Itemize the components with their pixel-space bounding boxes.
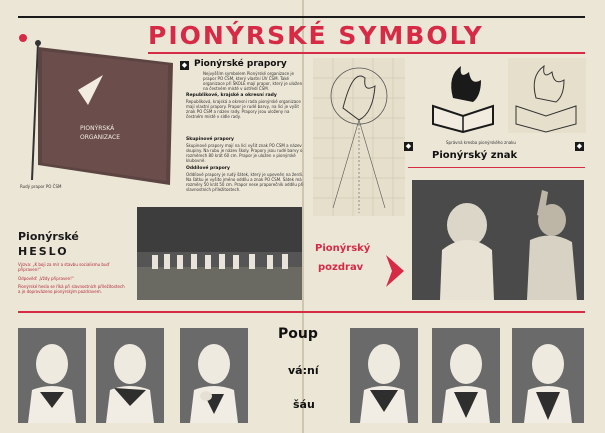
scarf-photo-4 [350, 328, 418, 423]
emblem-construction-drawing [313, 58, 405, 216]
article-intro: Nejvyšším symbolem Pionýrské organizace je prapor PO ČSM, který vlastní ÚV ČSM. Také organizace při ŠKOLE mají prapor, který je uložen na čestném místě v ústředí ČSM. [203, 71, 303, 91]
sequence-word-2: vá:ní [288, 364, 319, 377]
book-flame-icon [425, 58, 503, 133]
square-marker-icon-3: ◆ [576, 142, 583, 150]
title-underline [148, 52, 585, 54]
heslo-heading-1: Pionýrské [18, 230, 79, 243]
salute-photo [412, 180, 584, 300]
section-heading-1: Republikové, krajské a okresní rady [186, 93, 277, 98]
heslo-line-3: Pionýrské heslo se říká při slavnostních příležitostech a je doprovázeno pionýrským pozdravem. [18, 284, 125, 294]
pozdrav-heading-2: pozdrav [318, 262, 364, 273]
section-text-2: Skupinové prapory mají na líci vyšit znak PO ČSM a název skupiny. Na rubu je název školy. Prapory jsou rudé barvy o rozměrech 80 krát 60 cm. Prapor je uložen v pionýrské klubovně. [186, 143, 303, 163]
scarf-photo-3 [180, 328, 248, 423]
znak-rule [408, 167, 585, 168]
heslo-line-2: Odpověď: „Vždy připraven!“ [18, 276, 74, 281]
square-marker-icon-2: ◆ [405, 142, 412, 150]
znak-caption: Správná kresba pionýrského znaku [446, 140, 516, 145]
svg-text:PIONÝRSKÁ: PIONÝRSKÁ [80, 125, 115, 132]
page-title: PIONÝRSKÉ SYMBOLY [148, 21, 484, 50]
znak-heading: Pionýrský znak [432, 150, 518, 161]
heslo-heading-2: HESLO [18, 245, 69, 258]
section-heading-3: Oddílové prapory [186, 166, 230, 171]
scarf-photo-5 [432, 328, 500, 423]
article-heading: Pionýrské prapory [194, 59, 287, 69]
pozdrav-heading-1: Pionýrský [315, 243, 371, 254]
flag-illustration [18, 35, 178, 185]
svg-text:ORGANIZACE: ORGANIZACE [80, 134, 120, 141]
top-rule [18, 16, 585, 18]
sequence-word-1: Poup [278, 326, 318, 342]
section-text-3: Oddílové prapory je rudý šátek, který je upevněn na žerdi. Na šátku je vyšito jméno oddílu a znak PO ČSM. Šátek má rozměry 50 krát 50 cm. Prapor nese praporečník oddílu při slavnostních příležitostech. [186, 172, 304, 192]
square-marker-icon: ◆ [181, 61, 188, 69]
bottom-section-rule [18, 311, 585, 313]
section-heading-2: Skupinové prapory [186, 137, 234, 142]
scarf-photo-1 [18, 328, 86, 423]
section-text-1: Republiková, krajská a okresní rada pionýrské organizace mají vlastní prapory. Prapor je rudé barvy, na líci je vyšit znak PO ČSM a název rady. Prapory jsou uloženy na čestném místě v sídle rady. [186, 99, 301, 119]
book-flame-outline-icon [508, 58, 586, 133]
heslo-line-1: Výzva: „K boji za mír a stavbu socialismu buď připraven!“ [18, 262, 110, 272]
scarf-photo-2 [96, 328, 164, 423]
group-photo [137, 207, 302, 300]
flag-caption: Rudý prapor PO ČSM [20, 184, 62, 189]
scarf-photo-6 [512, 328, 584, 423]
arrow-chevron-icon [386, 255, 404, 287]
sequence-word-3: šáu [293, 398, 315, 411]
